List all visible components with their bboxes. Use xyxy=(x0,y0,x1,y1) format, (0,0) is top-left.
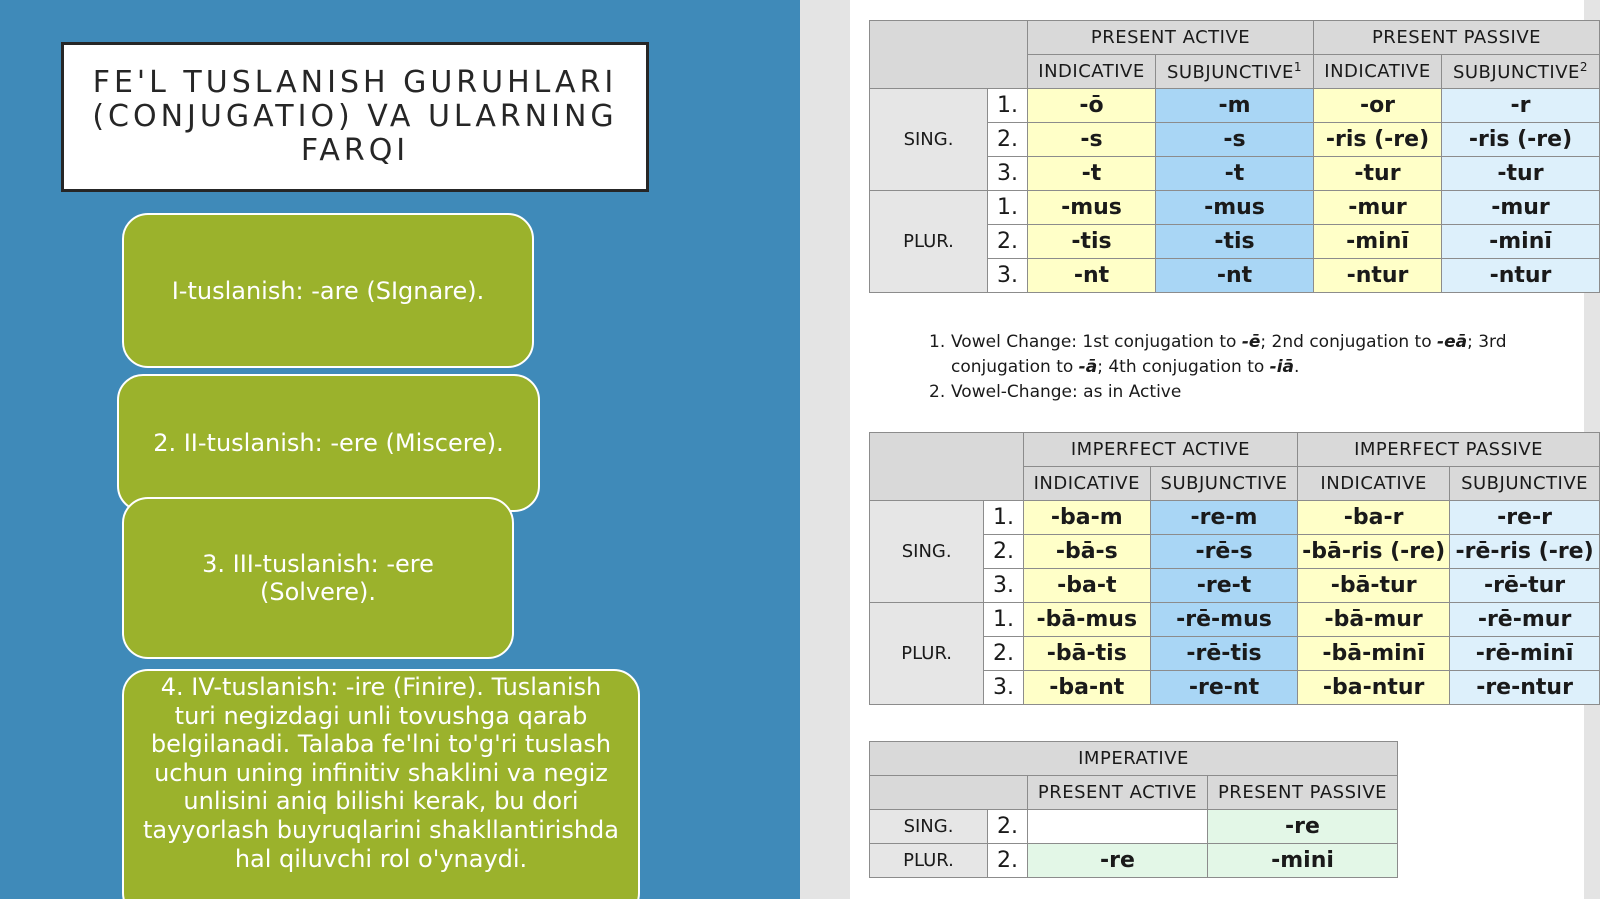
row-number: 2. xyxy=(988,123,1028,157)
table-cell: -ba-m xyxy=(1023,501,1150,535)
table-cell: -re xyxy=(1208,810,1398,844)
footnote-2 xyxy=(929,380,1529,405)
col-header: PRESENT PASSIVE xyxy=(1208,776,1398,810)
group-header: IMPERATIVE xyxy=(870,742,1398,776)
table-cell: -rē-mus xyxy=(1150,603,1297,637)
table-cell: -t xyxy=(1156,157,1314,191)
table-cell: -re-t xyxy=(1150,569,1297,603)
footnotes xyxy=(929,330,1529,405)
table-cell: -nt xyxy=(1156,259,1314,293)
note-text: Vowel-Change: as in Active xyxy=(951,382,1182,402)
conjugation-item-1 xyxy=(122,213,534,368)
table-cell: -ris (-re) xyxy=(1442,123,1600,157)
row-number: 2. xyxy=(988,844,1028,878)
row-group-label: SING. xyxy=(870,501,984,603)
table-cell: -m xyxy=(1156,89,1314,123)
row-group-label: PLUR. xyxy=(870,844,988,878)
row-group-label: PLUR. xyxy=(870,191,988,293)
footnote-number: 2. xyxy=(929,382,946,402)
table-cell: -minī xyxy=(1442,225,1600,259)
table-cell: -tur xyxy=(1314,157,1442,191)
conjugation-item-2 xyxy=(117,374,540,512)
corner-cell xyxy=(870,433,1024,501)
col-header: INDICATIVE xyxy=(1023,467,1150,501)
footnote-1 xyxy=(929,330,1529,380)
item-text: 2. II-tuslanish: -ere (Miscere). xyxy=(153,429,504,457)
panel-divider xyxy=(800,0,850,899)
group-header: PRESENT PASSIVE xyxy=(1314,21,1600,55)
col-header xyxy=(1442,55,1600,89)
row-number: 2. xyxy=(984,535,1023,569)
note-form: -iā xyxy=(1269,357,1295,377)
present-table xyxy=(869,20,1600,293)
group-header: PRESENT ACTIVE xyxy=(1028,21,1314,55)
group-header: IMPERFECT PASSIVE xyxy=(1298,433,1600,467)
table-cell: -mus xyxy=(1028,191,1156,225)
imperative-table xyxy=(869,741,1398,878)
footnote-number: 1. xyxy=(929,332,946,352)
note-form: -eā xyxy=(1437,332,1468,352)
table-cell: -bā-mus xyxy=(1023,603,1150,637)
table-cell: -ba-nt xyxy=(1023,671,1150,705)
table-cell: -mini xyxy=(1208,844,1398,878)
table-cell: -bā-ris (-re) xyxy=(1298,535,1450,569)
row-group-label: PLUR. xyxy=(870,603,984,705)
table-cell: -mur xyxy=(1314,191,1442,225)
row-number: 3. xyxy=(984,671,1023,705)
table-cell: -re-ntur xyxy=(1450,671,1600,705)
note-form: -ā xyxy=(1078,357,1098,377)
row-group-label: SING. xyxy=(870,89,988,191)
col-header: INDICATIVE xyxy=(1028,55,1156,89)
row-number: 1. xyxy=(988,191,1028,225)
table-cell: -ntur xyxy=(1314,259,1442,293)
conjugation-item-4 xyxy=(122,669,640,899)
note-text: ; 2nd conjugation to xyxy=(1260,332,1438,352)
table-cell: -or xyxy=(1314,89,1442,123)
col-header: INDICATIVE xyxy=(1314,55,1442,89)
table-cell: -mus xyxy=(1156,191,1314,225)
table-cell: -bā-minī xyxy=(1298,637,1450,671)
table-cell: -t xyxy=(1028,157,1156,191)
table-cell: -s xyxy=(1156,123,1314,157)
table-cell: -re xyxy=(1028,844,1208,878)
col-header: SUBJUNCTIVE xyxy=(1150,467,1297,501)
table-cell: -bā-s xyxy=(1023,535,1150,569)
col-header-label: SUBJUNCTIVE xyxy=(1452,62,1580,83)
table-cell: -tis xyxy=(1028,225,1156,259)
row-number: 1. xyxy=(984,501,1023,535)
note-text: Vowel Change: 1st conjugation to xyxy=(951,332,1242,352)
footnote-mark: 2 xyxy=(1579,60,1589,74)
row-number: 2. xyxy=(988,225,1028,259)
slide-title: FE'L TUSLANISH GURUHLARI (CONJUGATIO) VA ULARNING FARQI xyxy=(92,65,618,168)
title-box xyxy=(61,42,649,192)
table-cell: -bā-tur xyxy=(1298,569,1450,603)
table-cell: -mur xyxy=(1442,191,1600,225)
table-cell: -bā-mur xyxy=(1298,603,1450,637)
col-header: INDICATIVE xyxy=(1298,467,1450,501)
corner-cell xyxy=(870,776,1028,810)
table-cell: -bā-tis xyxy=(1023,637,1150,671)
row-number: 3. xyxy=(988,157,1028,191)
table-cell: -rē-minī xyxy=(1450,637,1600,671)
note-form: -ē xyxy=(1241,332,1261,352)
table-cell xyxy=(1028,810,1208,844)
table-cell: -rē-s xyxy=(1150,535,1297,569)
table-cell: -ba-ntur xyxy=(1298,671,1450,705)
item-text: 4. IV-tuslanish: -ire (Finire). Tuslanish turi negizdagi unli tovushga qarab belgilanadi. Talaba fe'lni to'g'ri tuslash uchun uning infinitiv shaklini va negiz unlisini aniq bilishi kerak, bu dori tayyorlash buyruqlarini shakllantirishda hal qiluvchi rol o'ynaydi. xyxy=(142,673,619,873)
table-cell: -nt xyxy=(1028,259,1156,293)
table-cell: -minī xyxy=(1314,225,1442,259)
note-text: ; 4th conjugation to xyxy=(1097,357,1270,377)
imperfect-table xyxy=(869,432,1600,705)
conjugation-item-3 xyxy=(122,497,514,659)
row-number: 1. xyxy=(988,89,1028,123)
table-cell: -s xyxy=(1028,123,1156,157)
note-text: ; 3rd conjugation to xyxy=(951,332,1507,377)
footnote-mark: 1 xyxy=(1293,60,1303,74)
item-text: I-tuslanish: -are (SIgnare). xyxy=(171,276,485,305)
row-number: 1. xyxy=(984,603,1023,637)
table-cell: -re-nt xyxy=(1150,671,1297,705)
col-header: PRESENT ACTIVE xyxy=(1028,776,1208,810)
table-cell: -re-m xyxy=(1150,501,1297,535)
col-header-label: SUBJUNCTIVE xyxy=(1166,62,1294,83)
table-cell: -ō xyxy=(1028,89,1156,123)
table-cell: -rē-mur xyxy=(1450,603,1600,637)
table-cell: -rē-ris (-re) xyxy=(1450,535,1600,569)
group-header: IMPERFECT ACTIVE xyxy=(1023,433,1297,467)
table-cell: -re-r xyxy=(1450,501,1600,535)
row-number: 3. xyxy=(988,259,1028,293)
table-cell: -ris (-re) xyxy=(1314,123,1442,157)
table-cell: -ba-r xyxy=(1298,501,1450,535)
col-header xyxy=(1156,55,1314,89)
col-header: SUBJUNCTIVE xyxy=(1450,467,1600,501)
table-cell: -ba-t xyxy=(1023,569,1150,603)
row-group-label: SING. xyxy=(870,810,988,844)
note-text: . xyxy=(1294,357,1300,377)
table-cell: -r xyxy=(1442,89,1600,123)
row-number: 3. xyxy=(984,569,1023,603)
row-number: 2. xyxy=(984,637,1023,671)
table-cell: -tur xyxy=(1442,157,1600,191)
corner-cell xyxy=(870,21,1028,89)
table-cell: -rē-tis xyxy=(1150,637,1297,671)
item-text: 3. III-tuslanish: -ere (Solvere). xyxy=(202,550,434,606)
table-cell: -tis xyxy=(1156,225,1314,259)
row-number: 2. xyxy=(988,810,1028,844)
table-cell: -ntur xyxy=(1442,259,1600,293)
table-cell: -rē-tur xyxy=(1450,569,1600,603)
